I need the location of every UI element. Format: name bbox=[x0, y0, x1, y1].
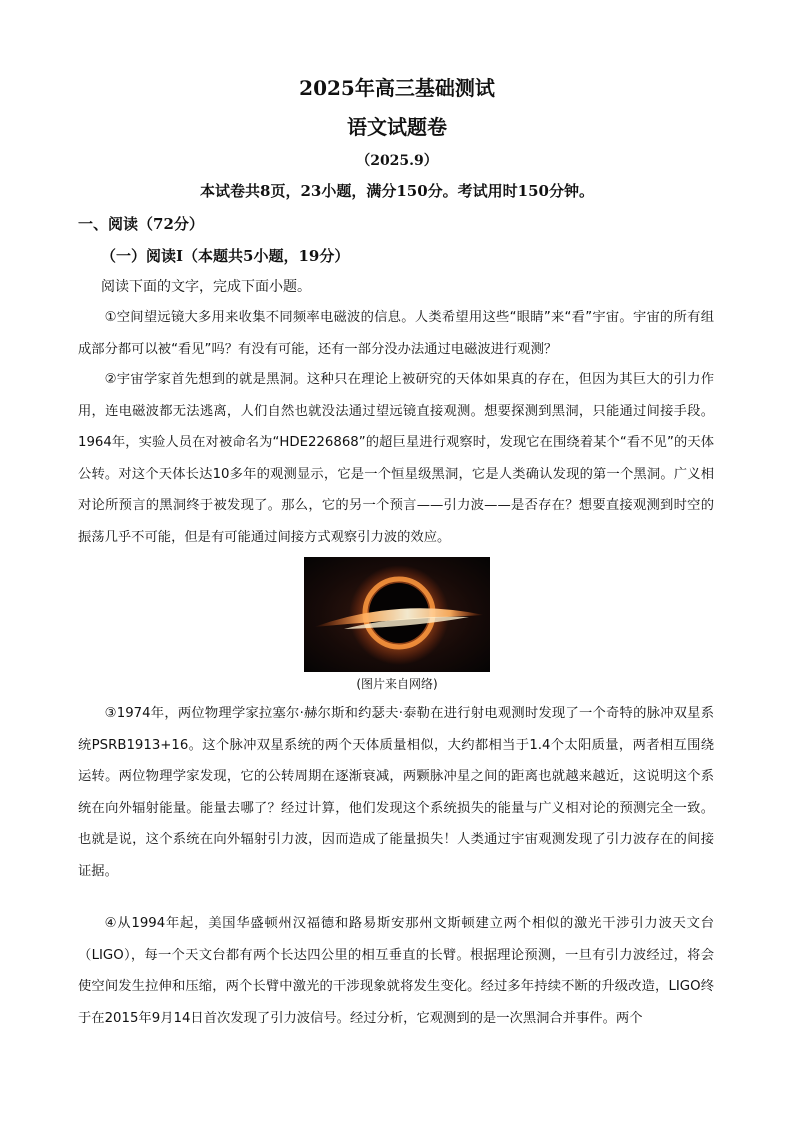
paragraph-3: ③1974年，两位物理学家拉塞尔·赫尔斯和约瑟夫·泰勒在进行射电观测时发现了一个奇特的脉冲双星系统PSRB1913+16。这个脉冲双星系统的两个天体质量相似，大约都相当于1.4个太阳质量，两者相互围绕运转。两位物理学家发现，它的公转周期在逐渐衰减，两颗脉冲星之间的距离也就越来越近，这说明这个系统在向外辐射能量。能量去哪了？经过计算，他们发现这个系统损失的能量与广义相对论的预测完全一致。也就是说，这个系统在向外辐射引力波，因而造成了能量损失！人类通过宇宙观测发现了引力波存在的间接证据。 bbox=[78, 706, 714, 879]
black-hole-image bbox=[304, 557, 490, 672]
paragraph-4: ④从1994年起，美国华盛顿州汉福德和路易斯安那州文斯顿建立两个相似的激光干涉引力波天文台（LIGO），每一个天文台都有两个长达四公里的相互垂直的长臂。根据理论预测，一旦有引力波经过，将会使空间发生拉伸和压缩，两个长臂中激光的干涉现象就将发生变化。经过多年持续不断的升级改造，LIGO终于在2015年9月14日首次发现了引力波信号。经过分析，它观测到的是一次黑洞合并事件。两个 bbox=[78, 916, 714, 1026]
paragraph-2: ②宇宙学家首先想到的就是黑洞。这种只在理论上被研究的天体如果真的存在，但因为其巨大的引力作用，连电磁波都无法逃离，人们自然也就没法通过望远镜直接观测。想要探测到黑洞，只能通过间接手段。1964年，实验人员在对被命名为“HDE226868”的超巨星进行观察时，发现它在围绕着某个“看不见”的天体公转。对这个天体长达10多年的观测显示，它是一个恒星级黑洞，它是人类确认发现的第一个黑洞。广义相对论所预言的黑洞终于被发现了。那么，它的另一个预言——引力波——是否存在？想要直接观测到时空的振荡几乎不可能，但是有可能通过间接方式观察引力波的效应。 bbox=[78, 372, 714, 545]
exam-date: （2025.9） bbox=[356, 153, 438, 169]
section-heading: 一、阅读（72分） bbox=[78, 215, 204, 233]
image-caption: (图片来自网络) bbox=[356, 677, 438, 691]
reading-instruction: 阅读下面的文字，完成下面小题。 bbox=[101, 279, 311, 295]
exam-info: 本试卷共8页，23小题，满分150分。考试用时150分钟。 bbox=[200, 182, 594, 200]
exam-subtitle: 语文试题卷 bbox=[347, 115, 447, 139]
paragraph-1: ①空间望远镜大多用来收集不同频率电磁波的信息。人类希望用这些“眼睛”来“看”宇宙。宇宙的所有组成部分都可以被“看见”吗？有没有可能，还有一部分没办法通过电磁波进行观测？ bbox=[78, 310, 714, 357]
section-subheading: （一）阅读Ⅰ（本题共5小题，19分） bbox=[101, 247, 350, 265]
exam-title: 2025年高三基础测试 bbox=[299, 76, 495, 100]
